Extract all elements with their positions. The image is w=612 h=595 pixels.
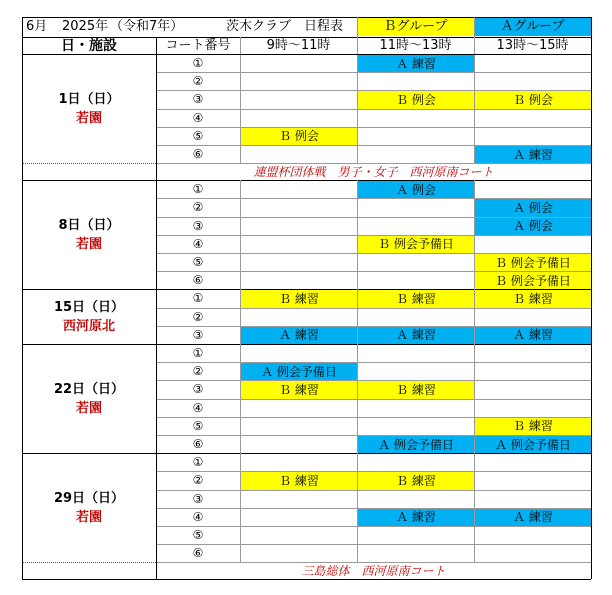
date-venue-label	[22, 380, 156, 418]
grid-line	[156, 37, 157, 54]
grid-line	[357, 453, 358, 562]
venue-label: 西河原北	[62, 318, 115, 334]
grid-line	[240, 180, 241, 289]
grid-line	[156, 109, 591, 110]
a-group-event: Ａ 例会	[475, 218, 591, 235]
grid-line	[156, 145, 591, 146]
grid-line	[22, 562, 156, 563]
grid-line	[357, 180, 358, 289]
title-era: （令和7年）	[110, 19, 184, 34]
a-group-event: Ａ 練習	[475, 327, 591, 344]
grid-line	[22, 344, 591, 345]
grid-line	[156, 526, 591, 527]
grid-line	[156, 544, 591, 545]
grid-line	[474, 17, 475, 37]
a-group-event: Ａ 練習	[358, 327, 474, 344]
grid-line	[156, 127, 591, 128]
title-month: 6月	[26, 19, 48, 34]
court-number: ⑥	[192, 273, 204, 288]
grid-line	[240, 453, 241, 562]
grid-line	[22, 37, 591, 38]
grid-line	[156, 399, 591, 400]
grid-line	[156, 490, 591, 491]
date-label: 29日（日）	[53, 490, 125, 506]
grid-line	[156, 90, 591, 91]
grid-line	[357, 37, 358, 54]
b-group-event: Ｂ 例会予備日	[358, 236, 474, 253]
grid-line	[156, 54, 157, 163]
venue-label: 若園	[75, 236, 102, 252]
grid-line	[156, 380, 591, 381]
a-group-legend: Ａグループ	[474, 17, 591, 36]
grid-line	[22, 180, 591, 181]
court-number: ④	[192, 110, 204, 125]
b-group-event: Ｂ 例会予備日	[475, 272, 591, 289]
grid-line	[357, 17, 358, 37]
grid-line	[240, 37, 241, 54]
grid-line	[156, 471, 591, 472]
date-label: 8日（日）	[58, 217, 120, 233]
grid-line	[156, 417, 591, 418]
grid-line	[156, 180, 157, 289]
court-number: ⑤	[192, 128, 204, 143]
date-venue-label	[22, 298, 156, 336]
date-venue-label	[22, 216, 156, 254]
title-year: 2025年	[62, 19, 109, 34]
grid-line	[474, 37, 475, 54]
b-group-event: Ｂ 練習	[475, 290, 591, 307]
venue-label: 若園	[75, 509, 102, 525]
grid-line	[591, 17, 592, 579]
court-number: ⑥	[192, 437, 204, 452]
grid-line	[156, 72, 591, 73]
b-group-event: Ｂ 練習	[358, 472, 474, 489]
a-group-event: Ａ 練習	[358, 509, 474, 526]
grid-line	[22, 17, 23, 579]
grid-line	[156, 562, 157, 579]
date-venue-label	[22, 489, 156, 527]
grid-line	[240, 289, 241, 344]
grid-line	[357, 289, 358, 344]
court-number: ②	[192, 200, 204, 215]
grid-line	[474, 54, 475, 163]
court-number: ③	[192, 218, 204, 233]
a-group-event: Ａ 練習	[358, 55, 474, 72]
court-number: ③	[192, 382, 204, 397]
header-court: コート番号	[165, 38, 231, 53]
venue-label: 若園	[75, 400, 102, 416]
grid-line	[474, 453, 475, 562]
b-group-event: Ｂ 練習	[358, 290, 474, 307]
b-group-event: Ｂ 練習	[241, 472, 357, 489]
grid-line	[156, 289, 157, 344]
b-group-event: Ｂ 例会	[358, 91, 474, 108]
grid-line	[22, 163, 156, 164]
event-note: 連盟杯団体戦 男子・女子 西河原南コート	[253, 164, 494, 179]
court-number: ③	[192, 92, 204, 107]
grid-line	[156, 235, 591, 236]
grid-line	[156, 344, 157, 453]
court-number: ⑥	[192, 546, 204, 561]
court-number: ⑤	[192, 418, 204, 433]
grid-line	[22, 54, 591, 55]
court-number: ①	[192, 291, 204, 306]
grid-line	[22, 579, 591, 580]
a-group-event: Ａ 例会予備日	[241, 363, 357, 380]
grid-line	[240, 54, 241, 163]
a-group-event: Ａ 例会	[475, 199, 591, 216]
a-group-event: Ａ 練習	[241, 327, 357, 344]
grid-line	[240, 344, 241, 453]
grid-line	[156, 217, 591, 218]
grid-line	[22, 453, 591, 454]
grid-line	[156, 271, 591, 272]
grid-line	[156, 508, 591, 509]
grid-line	[357, 54, 358, 163]
b-group-event: Ｂ 練習	[475, 418, 591, 435]
b-group-event: Ｂ 例会	[475, 91, 591, 108]
b-group-event: Ｂ 練習	[241, 290, 357, 307]
grid-line	[474, 344, 475, 453]
court-number: ②	[192, 309, 204, 324]
b-group-event: Ｂ 例会	[241, 128, 357, 145]
date-label: 1日（日）	[58, 91, 120, 107]
court-number: ③	[192, 327, 204, 342]
header-slot-11-13: 11時～13時	[379, 38, 452, 53]
a-group-event: Ａ 例会	[358, 181, 474, 198]
grid-line	[156, 163, 157, 180]
event-note: 三島総体 西河原南コート	[301, 563, 446, 578]
grid-line	[474, 180, 475, 289]
court-number: ②	[192, 364, 204, 379]
b-group-legend: Ｂグループ	[357, 17, 474, 36]
court-number: ①	[192, 56, 204, 71]
court-number: ⑥	[192, 147, 204, 162]
header-date-venue: 日・施設	[61, 37, 117, 54]
date-label: 22日（日）	[53, 381, 125, 397]
grid-line	[156, 253, 591, 254]
court-number: ①	[192, 455, 204, 470]
title-club-schedule: 茨木クラブ 日程表	[226, 19, 344, 34]
a-group-event: Ａ 例会予備日	[358, 436, 474, 453]
a-group-event: Ａ 練習	[475, 509, 591, 526]
b-group-event: Ｂ 練習	[241, 381, 357, 398]
grid-line	[156, 326, 591, 327]
court-number: ②	[192, 473, 204, 488]
a-group-event: Ａ 練習	[475, 146, 591, 163]
grid-line	[156, 453, 157, 562]
court-number: ⑤	[192, 255, 204, 270]
grid-line	[357, 344, 358, 453]
grid-line	[156, 362, 591, 363]
court-number: ④	[192, 236, 204, 251]
header-slot-9-11: 9時～11時	[266, 38, 331, 53]
date-venue-label	[22, 90, 156, 128]
date-label: 15日（日）	[53, 299, 125, 315]
court-number: ④	[192, 509, 204, 524]
grid-line	[22, 17, 591, 18]
court-number: ⑤	[192, 528, 204, 543]
court-number: ①	[192, 346, 204, 361]
a-group-event: Ａ 例会予備日	[475, 436, 591, 453]
court-number: ④	[192, 400, 204, 415]
court-number: ②	[192, 74, 204, 89]
grid-line	[156, 435, 591, 436]
header-slot-13-15: 13時～15時	[496, 38, 569, 53]
grid-line	[474, 289, 475, 344]
grid-line	[156, 198, 591, 199]
b-group-event: Ｂ 例会予備日	[475, 254, 591, 271]
court-number: ③	[192, 491, 204, 506]
venue-label: 若園	[75, 110, 102, 126]
grid-line	[156, 308, 591, 309]
court-number: ①	[192, 182, 204, 197]
b-group-event: Ｂ 練習	[358, 381, 474, 398]
